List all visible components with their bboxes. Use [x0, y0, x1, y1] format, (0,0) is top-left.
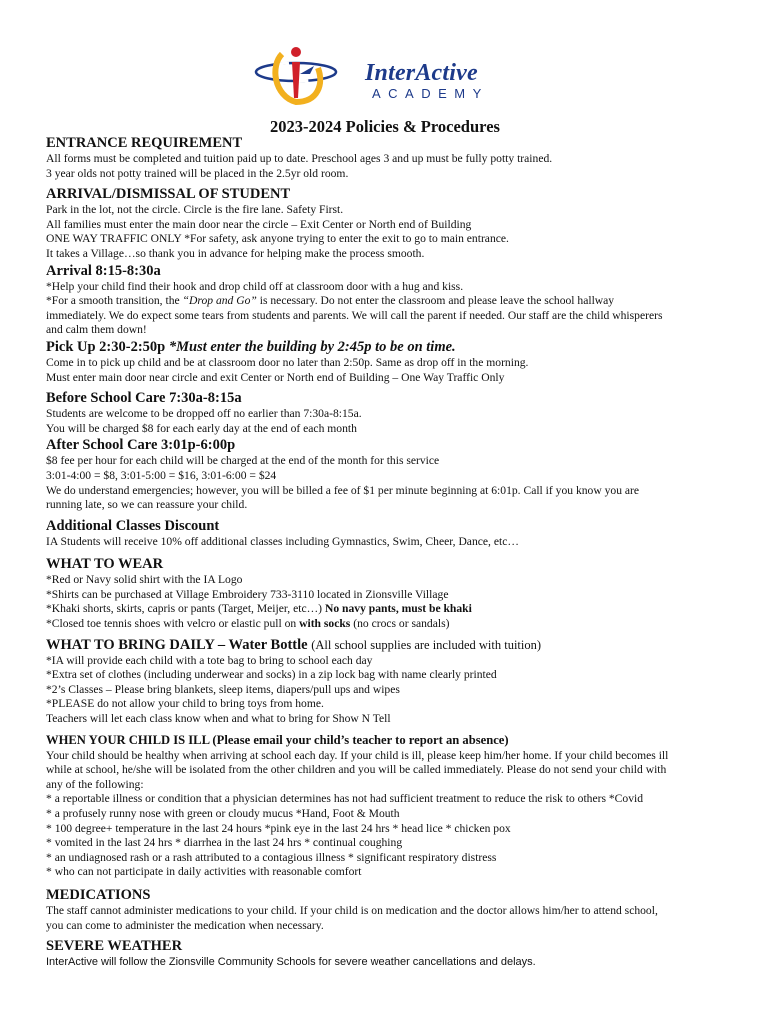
section-heading: WHAT TO WEAR — [46, 556, 164, 573]
section-what-to-wear — [46, 555, 736, 631]
section-heading: Before School Care 7:30a-8:15a — [46, 390, 242, 407]
section-arrival-dismissal — [46, 185, 736, 261]
text-line: * a profusely runny nose with green or cloudy mucus *Hand, Foot & Mouth — [46, 807, 400, 820]
text-line: Teachers will let each class know when and what to bring for Show N Tell — [46, 712, 391, 726]
text-line: InterActive will follow the Zionsville Community Schools for severe weather cancellations and delays. — [46, 956, 536, 969]
section-heading: Arrival 8:15-8:30a — [46, 262, 161, 279]
section-heading: Additional Classes Discount — [46, 517, 220, 534]
text-line — [46, 294, 736, 309]
text-line: *Help your child find their hook and drop child off at classroom door with a hug and kiss. — [46, 279, 464, 293]
text-line: IA Students will receive 10% off additional classes including Gymnastics, Swim, Cheer, Dance, etc… — [46, 534, 519, 548]
text-line: *Red or Navy solid shirt with the IA Logo — [46, 573, 243, 587]
text-line: any of the following: — [46, 777, 144, 791]
text-line: *2’s Classes – Please bring blankets, sleep items, diapers/pull ups and wipes — [46, 682, 400, 696]
text-line: The staff cannot administer medications to your child. If your child is on medication and the doctor allows him/her to attend school, — [46, 903, 658, 917]
document-body — [46, 134, 736, 970]
text-fragment: *Khaki shorts, skirts, capris or pants (Target, Meijer, etc…) — [46, 602, 325, 616]
text-line: 3:01-4:00 = $8, 3:01-5:00 = $16, 3:01-6:00 = $24 — [46, 468, 277, 482]
section-severe-weather — [46, 937, 736, 970]
heading-text: WHAT TO BRING DAILY – Water Bottle — [46, 636, 312, 653]
text-line: Park in the lot, not the circle. Circle is the fire lane. Safety First. — [46, 203, 344, 217]
section-heading: After School Care 3:01p-6:00p — [46, 437, 236, 454]
text-line: Your child should be healthy when arriving at school each day. If your child is ill, please keep him/her home. If your child becomes ill — [46, 748, 669, 762]
text-line: Come in to pick up child and be at classroom door no later than 2:50p. Same as drop off in the morning. — [46, 355, 529, 369]
text-line: *IA will provide each child with a tote bag to bring to school each day — [46, 653, 373, 667]
text-fragment: is necessary. Do not enter the classroom and please leave the school hallway — [256, 294, 615, 308]
section-heading — [46, 636, 736, 654]
text-line — [46, 617, 736, 632]
text-line: All families must enter the main door near the circle – Exit Center or North end of Building — [46, 217, 472, 231]
text-line: * vomited in the last 24 hrs * diarrhea in the last 24 hrs * continual coughing — [46, 836, 403, 850]
logo-subtitle: ACADEMY — [372, 86, 489, 101]
section-heading: WHEN YOUR CHILD IS ILL (Please email your child’s teacher to report an absence) — [46, 732, 509, 747]
text-line: You will be charged $8 for each early day at the end of each month — [46, 421, 357, 435]
text-line: * who can not participate in daily activities with reasonable comfort — [46, 865, 362, 879]
socks-emphasis: with socks — [299, 617, 351, 631]
section-arrival — [46, 262, 736, 338]
section-child-ill — [46, 731, 736, 880]
section-after-care — [46, 436, 736, 512]
document-title: 2023-2024 Policies & Procedures — [270, 117, 500, 136]
drop-and-go-emphasis: “Drop and Go” — [182, 294, 257, 308]
section-heading: MEDICATIONS — [46, 886, 151, 903]
text-line: Must enter main door near circle and exit Center or North end of Building – One Way Traffic Only — [46, 370, 505, 384]
logo-wordmark: InterActive — [365, 60, 478, 86]
text-line: and calm them down! — [46, 323, 147, 337]
text-line: All forms must be completed and tuition paid up to date. Preschool ages 3 and up must be fully potty trained. — [46, 152, 553, 165]
text-fragment: *For a smooth transition, the — [46, 294, 183, 308]
text-line: while at school, he/she will be isolated from the other children and you will be called immediately. Please do not send your child with — [46, 763, 667, 777]
section-discount — [46, 517, 736, 550]
text-line: $8 fee per hour for each child will be charged at the end of the month for this service — [46, 454, 440, 468]
section-heading: ENTRANCE REQUIREMENT — [46, 135, 243, 151]
text-line — [46, 602, 736, 617]
text-line: *PLEASE do not allow your child to bring toys from home. — [46, 697, 324, 711]
heading-emphasis: *Must enter the building by 2:45p to be on time. — [168, 338, 456, 355]
text-line: * a reportable illness or condition that a physician determines has not had sufficient treatment to reduce the risk to others *Covid — [46, 792, 644, 806]
text-line: you can come to administer the medication when necessary. — [46, 918, 324, 932]
section-what-to-bring — [46, 636, 736, 727]
section-before-care — [46, 389, 736, 436]
text-line: immediately. We do expect some tears from students and parents. We will call the parent if needed. Our staff are the child whisperers — [46, 308, 663, 322]
khaki-emphasis: No navy pants, must be khaki — [324, 602, 472, 616]
text-line: running late, so we can reassure your child. — [46, 498, 248, 512]
heading-text: Pick Up 2:30-2:50p — [46, 338, 169, 355]
heading-note: (All school supplies are included with tuition) — [311, 637, 542, 652]
text-line: We do understand emergencies; however, you will be billed a fee of $1 per minute beginning at 6:01p. Call if you know you are — [46, 483, 640, 497]
section-entrance — [46, 134, 736, 181]
text-line: * an undiagnosed rash or a rash attributed to a contagious illness * significant respiratory distress — [46, 850, 497, 864]
section-medications — [46, 886, 736, 933]
section-heading: SEVERE WEATHER — [46, 938, 183, 955]
text-fragment: *Closed toe tennis shoes with velcro or elastic pull on — [46, 617, 300, 631]
text-line: 3 year olds not potty trained will be placed in the 2.5yr old room. — [46, 166, 349, 180]
section-heading: ARRIVAL/DISMISSAL OF STUDENT — [46, 186, 291, 203]
text-line: Students are welcome to be dropped off no earlier than 7:30a-8:15a. — [46, 407, 362, 421]
text-line: It takes a Village…so thank you in advance for helping make the process smooth. — [46, 246, 425, 260]
section-heading — [46, 338, 736, 356]
text-line: *Shirts can be purchased at Village Embroidery 733-3110 located in Zionsville Village — [46, 587, 449, 601]
text-fragment: (no crocs or sandals) — [350, 617, 450, 631]
text-line: *Extra set of clothes (including underwear and socks) in a zip lock bag with name clearly printed — [46, 668, 497, 682]
section-pickup — [46, 338, 736, 385]
text-line: * 100 degree+ temperature in the last 24 hours *pink eye in the last 24 hrs * head lice * chicken pox — [46, 821, 511, 835]
text-line: ONE WAY TRAFFIC ONLY *For safety, ask anyone trying to enter the exit to go to main entrance. — [46, 232, 509, 246]
